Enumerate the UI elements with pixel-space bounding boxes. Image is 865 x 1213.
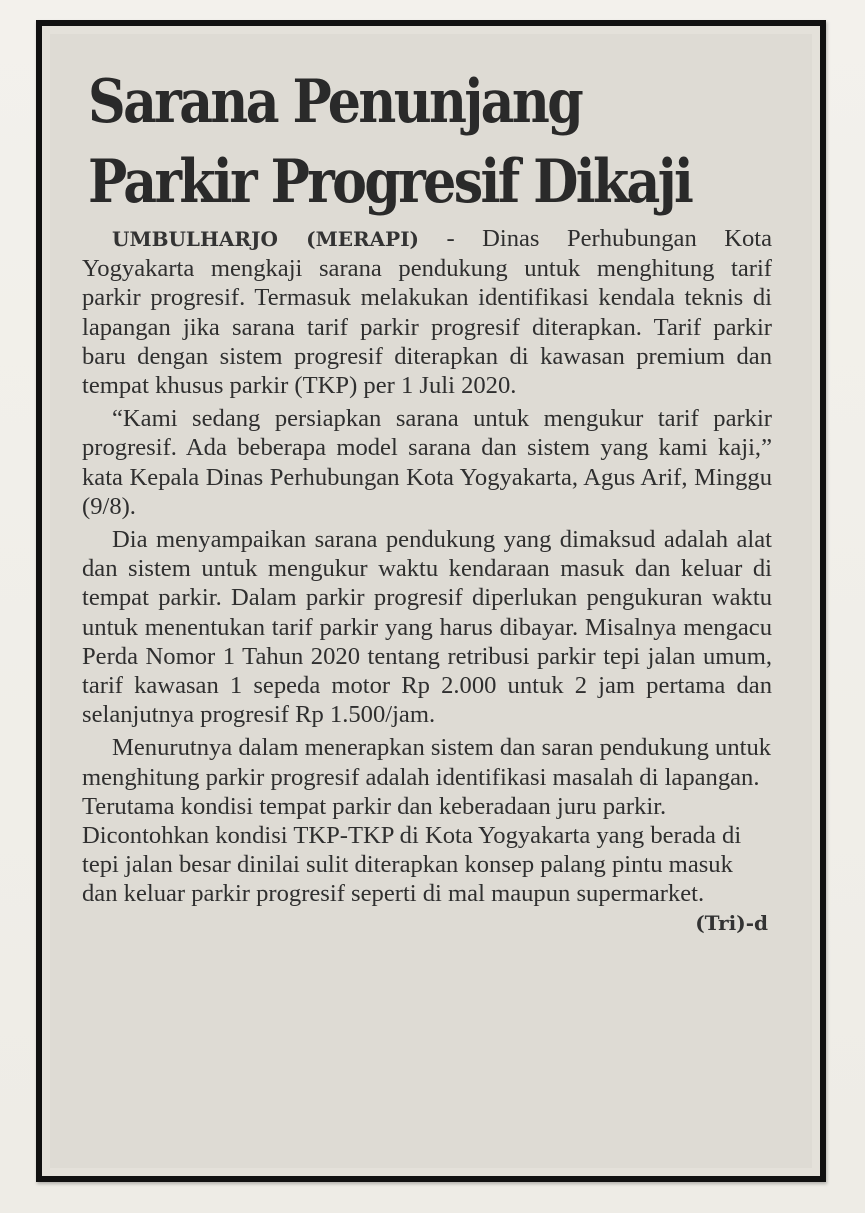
paragraph-3: Dia menyampaikan sarana pendukung yang dimaksud adalah alat dan sistem untuk mengukur waktu kendaraan masuk dan keluar di tempat parkir. Dalam parkir progresif diperlukan pengukuran waktu untuk menentukan tarif parkir yang harus dibayar. Misalnya mengacu Perda Nomor 1 Tahun 2020 tentang retribusi parkir tepi jalan umum, tarif kawasan 1 sepeda motor Rp 2.000 untuk 2 jam pertama dan selanjutnya progresif Rp 1.500/jam. (82, 526, 772, 729)
headline-line-1: Sarana Penunjang (88, 67, 582, 137)
paragraph-4-text: Menurutnya dalam menerapkan sistem dan saran pendukung untuk menghitung parkir progresif adalah identifikasi masalah di lapangan. Terutama kondisi tempat parkir dan keberadaan juru parkir. Dicontohkan kondisi TKP-TKP di Kota Yogyakarta yang berada di tepi jalan besar dinilai sulit diterapkan konsep palang pintu masuk dan keluar parkir progresif seperti di mal maupun supermarket. (82, 734, 772, 908)
paragraph-2: “Kami sedang persiapkan sarana untuk mengukur tarif parkir progresif. Ada beberapa model sarana dan sistem yang kami kaji,” kata Kepala Dinas Perhubungan Kota Yogyakarta, Agus Arif, Minggu (9/8). (82, 405, 772, 520)
newspaper-clipping (36, 20, 826, 1182)
headline-line-2: Parkir Progresif Dikaji (88, 147, 692, 217)
article-body (82, 224, 772, 938)
paragraph-4 (82, 733, 772, 935)
byline-signature: (Tri)-d (695, 910, 768, 935)
paragraph-1-text: - Dinas Perhubungan Kota Yogyakarta mengkaji sarana pendukung untuk menghitung tarif parkir progresif. Termasuk melakukan identifikasi kendala teknis di lapangan jika sarana tarif parkir progresif diterapkan. Tarif parkir baru dengan sistem progresif diterapkan di kawasan premium dan tempat khusus parkir (TKP) per 1 Juli 2020. (82, 225, 773, 400)
headline (88, 62, 691, 222)
newsprint (50, 34, 812, 1168)
dateline: UMBULHARJO (MERAPI) (112, 227, 420, 251)
paragraph-1 (82, 224, 772, 400)
